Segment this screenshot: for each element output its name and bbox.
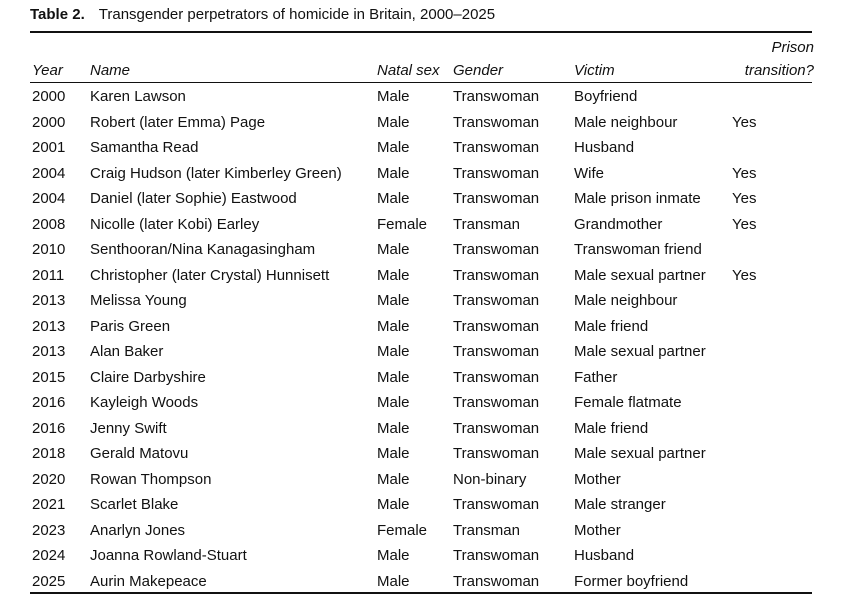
cell-name: Daniel (later Sophie) Eastwood bbox=[90, 190, 297, 207]
header-prison-transition bbox=[732, 33, 816, 84]
cell-prison-transition bbox=[732, 288, 816, 314]
homicide-table bbox=[30, 33, 816, 594]
cell-prison-transition bbox=[732, 237, 816, 263]
cell-name: Aurin Makepeace bbox=[90, 572, 207, 590]
cell-natal-sex: Male bbox=[377, 113, 410, 131]
cell-victim: Male stranger bbox=[574, 496, 666, 513]
cell-prison-transition bbox=[732, 492, 816, 518]
cell-natal-sex: Male bbox=[377, 292, 410, 309]
cell-natal-sex: Male bbox=[377, 470, 410, 488]
cell-victim: Grandmother bbox=[574, 215, 663, 233]
cell-natal-sex: Female bbox=[377, 521, 428, 539]
cell-natal-sex: Male bbox=[377, 241, 410, 258]
cell-name: Samantha Read bbox=[90, 139, 199, 156]
cell-natal-sex: Male bbox=[377, 343, 410, 360]
table-row bbox=[30, 569, 816, 595]
table-row bbox=[30, 314, 816, 340]
cell-victim: Male sexual partner bbox=[574, 343, 706, 360]
cell-year: 2011 bbox=[32, 266, 65, 284]
cell-gender: Non-binary bbox=[453, 470, 527, 488]
cell-gender: Transwoman bbox=[453, 343, 540, 360]
cell-name: Rowan Thompson bbox=[90, 470, 212, 488]
cell-year: 2010 bbox=[32, 241, 66, 258]
table-row bbox=[30, 467, 816, 493]
header-row bbox=[30, 33, 816, 84]
cell-gender: Transwoman bbox=[453, 266, 540, 284]
cell-victim: Male neighbour bbox=[574, 292, 678, 309]
table-label: Table 2. bbox=[30, 6, 85, 23]
cell-name: Robert (later Emma) Page bbox=[90, 113, 266, 131]
cell-gender: Transman bbox=[453, 521, 520, 539]
cell-year: 2024 bbox=[32, 547, 66, 564]
cell-name: Melissa Young bbox=[90, 292, 187, 309]
cell-gender: Transwoman bbox=[453, 317, 540, 335]
cell-natal-sex: Female bbox=[377, 215, 428, 233]
cell-gender: Transwoman bbox=[453, 496, 540, 513]
cell-gender: Transwoman bbox=[453, 241, 540, 258]
header-natal-sex: Natal sex bbox=[377, 62, 440, 79]
table-row bbox=[30, 212, 816, 238]
cell-name: Paris Green bbox=[90, 317, 171, 335]
cell-victim: Male sexual partner bbox=[574, 445, 706, 462]
cell-year: 2016 bbox=[32, 394, 66, 411]
table-row bbox=[30, 339, 816, 365]
cell-year: 2004 bbox=[32, 164, 66, 182]
cell-name: Gerald Matovu bbox=[90, 445, 189, 462]
cell-name: Karen Lawson bbox=[90, 88, 186, 105]
cell-natal-sex: Male bbox=[377, 445, 410, 462]
cell-natal-sex: Male bbox=[377, 317, 410, 335]
cell-victim: Male friend bbox=[574, 317, 649, 335]
cell-victim: Male prison inmate bbox=[574, 190, 701, 207]
cell-name: Craig Hudson (later Kimberley Green) bbox=[90, 164, 342, 182]
table-row bbox=[30, 135, 816, 161]
cell-gender: Transwoman bbox=[453, 572, 540, 590]
cell-gender: Transwoman bbox=[453, 190, 540, 207]
cell-gender: Transwoman bbox=[453, 164, 540, 182]
cell-prison-transition bbox=[732, 518, 816, 544]
table-row bbox=[30, 110, 816, 136]
table-row bbox=[30, 288, 816, 314]
cell-name: Alan Baker bbox=[90, 343, 164, 360]
cell-year: 2000 bbox=[32, 113, 66, 131]
header-year: Year bbox=[32, 62, 63, 79]
cell-victim: Male sexual partner bbox=[574, 266, 706, 284]
cell-name: Kayleigh Woods bbox=[90, 394, 199, 411]
cell-victim: Former boyfriend bbox=[574, 572, 689, 590]
cell-prison-transition bbox=[732, 569, 816, 595]
cell-year: 2004 bbox=[32, 190, 66, 207]
cell-natal-sex: Male bbox=[377, 496, 410, 513]
table-row bbox=[30, 518, 816, 544]
cell-year: 2023 bbox=[32, 521, 66, 539]
table-row bbox=[30, 84, 816, 110]
cell-name: Scarlet Blake bbox=[90, 496, 179, 513]
cell-natal-sex: Male bbox=[377, 547, 410, 564]
cell-natal-sex: Male bbox=[377, 368, 410, 386]
cell-year: 2013 bbox=[32, 292, 66, 309]
cell-gender: Transman bbox=[453, 215, 520, 233]
cell-year: 2000 bbox=[32, 88, 66, 105]
cell-prison-transition: Yes bbox=[732, 164, 757, 182]
cell-victim: Boyfriend bbox=[574, 88, 638, 105]
cell-victim: Male neighbour bbox=[574, 113, 678, 131]
cell-gender: Transwoman bbox=[453, 139, 540, 156]
cell-gender: Transwoman bbox=[453, 88, 540, 105]
cell-gender: Transwoman bbox=[453, 419, 540, 437]
table-row bbox=[30, 237, 816, 263]
cell-natal-sex: Male bbox=[377, 139, 410, 156]
table-row bbox=[30, 492, 816, 518]
cell-prison-transition: Yes bbox=[732, 190, 757, 207]
cell-victim: Female flatmate bbox=[574, 394, 682, 411]
cell-gender: Transwoman bbox=[453, 292, 540, 309]
cell-year: 2001 bbox=[32, 139, 66, 156]
cell-victim: Male friend bbox=[574, 419, 649, 437]
cell-prison-transition bbox=[732, 441, 816, 467]
cell-gender: Transwoman bbox=[453, 547, 540, 564]
cell-year: 2020 bbox=[32, 470, 66, 488]
cell-year: 2021 bbox=[32, 496, 66, 513]
cell-prison-transition bbox=[732, 416, 816, 442]
cell-natal-sex: Male bbox=[377, 572, 410, 590]
cell-year: 2008 bbox=[32, 215, 66, 233]
cell-natal-sex: Male bbox=[377, 394, 410, 411]
cell-natal-sex: Male bbox=[377, 88, 410, 105]
cell-victim: Transwoman friend bbox=[574, 241, 702, 258]
table-row bbox=[30, 365, 816, 391]
table-row bbox=[30, 441, 816, 467]
cell-name: Nicolle (later Kobi) Earley bbox=[90, 215, 260, 233]
table-title: Transgender perpetrators of homicide in Britain, 2000–2025 bbox=[98, 6, 496, 23]
cell-year: 2016 bbox=[32, 419, 66, 437]
table-row bbox=[30, 390, 816, 416]
cell-prison-transition: Yes bbox=[732, 113, 757, 131]
cell-prison-transition bbox=[732, 339, 816, 365]
cell-name: Anarlyn Jones bbox=[90, 521, 186, 539]
cell-year: 2025 bbox=[32, 572, 66, 590]
cell-victim: Father bbox=[574, 368, 618, 386]
table-row bbox=[30, 161, 816, 187]
cell-victim: Wife bbox=[574, 164, 604, 182]
header-prison-line2: transition? bbox=[744, 62, 814, 79]
cell-victim: Mother bbox=[574, 521, 621, 539]
cell-victim: Mother bbox=[574, 470, 621, 488]
cell-prison-transition bbox=[732, 467, 816, 493]
cell-prison-transition: Yes bbox=[732, 215, 757, 233]
cell-prison-transition bbox=[732, 84, 816, 110]
cell-year: 2013 bbox=[32, 343, 66, 360]
cell-name: Jenny Swift bbox=[90, 419, 167, 437]
cell-victim: Husband bbox=[574, 547, 635, 564]
cell-name: Claire Darbyshire bbox=[90, 368, 206, 386]
header-name: Name bbox=[90, 62, 131, 79]
header-victim: Victim bbox=[574, 62, 615, 79]
cell-prison-transition: Yes bbox=[732, 266, 757, 284]
cell-year: 2015 bbox=[32, 368, 66, 386]
cell-natal-sex: Male bbox=[377, 419, 410, 437]
cell-prison-transition bbox=[732, 543, 816, 569]
cell-prison-transition bbox=[732, 135, 816, 161]
table-row bbox=[30, 263, 816, 289]
cell-gender: Transwoman bbox=[453, 368, 540, 386]
cell-year: 2013 bbox=[32, 317, 66, 335]
cell-gender: Transwoman bbox=[453, 445, 540, 462]
cell-natal-sex: Male bbox=[377, 164, 410, 182]
header-gender: Gender bbox=[453, 62, 504, 79]
cell-prison-transition bbox=[732, 390, 816, 416]
cell-gender: Transwoman bbox=[453, 394, 540, 411]
cell-natal-sex: Male bbox=[377, 190, 410, 207]
cell-victim: Husband bbox=[574, 139, 635, 156]
table-row bbox=[30, 416, 816, 442]
cell-name: Christopher (later Crystal) Hunnisett bbox=[90, 266, 330, 284]
cell-prison-transition bbox=[732, 365, 816, 391]
cell-natal-sex: Male bbox=[377, 266, 410, 284]
cell-prison-transition bbox=[732, 314, 816, 340]
table-row bbox=[30, 186, 816, 212]
header-prison-line1: Prison bbox=[771, 39, 814, 56]
cell-gender: Transwoman bbox=[453, 113, 540, 131]
table-caption bbox=[30, 6, 495, 23]
cell-name: Senthooran/Nina Kanagasingham bbox=[90, 241, 316, 258]
cell-year: 2018 bbox=[32, 445, 66, 462]
cell-name: Joanna Rowland-Stuart bbox=[90, 547, 247, 564]
table-row bbox=[30, 543, 816, 569]
